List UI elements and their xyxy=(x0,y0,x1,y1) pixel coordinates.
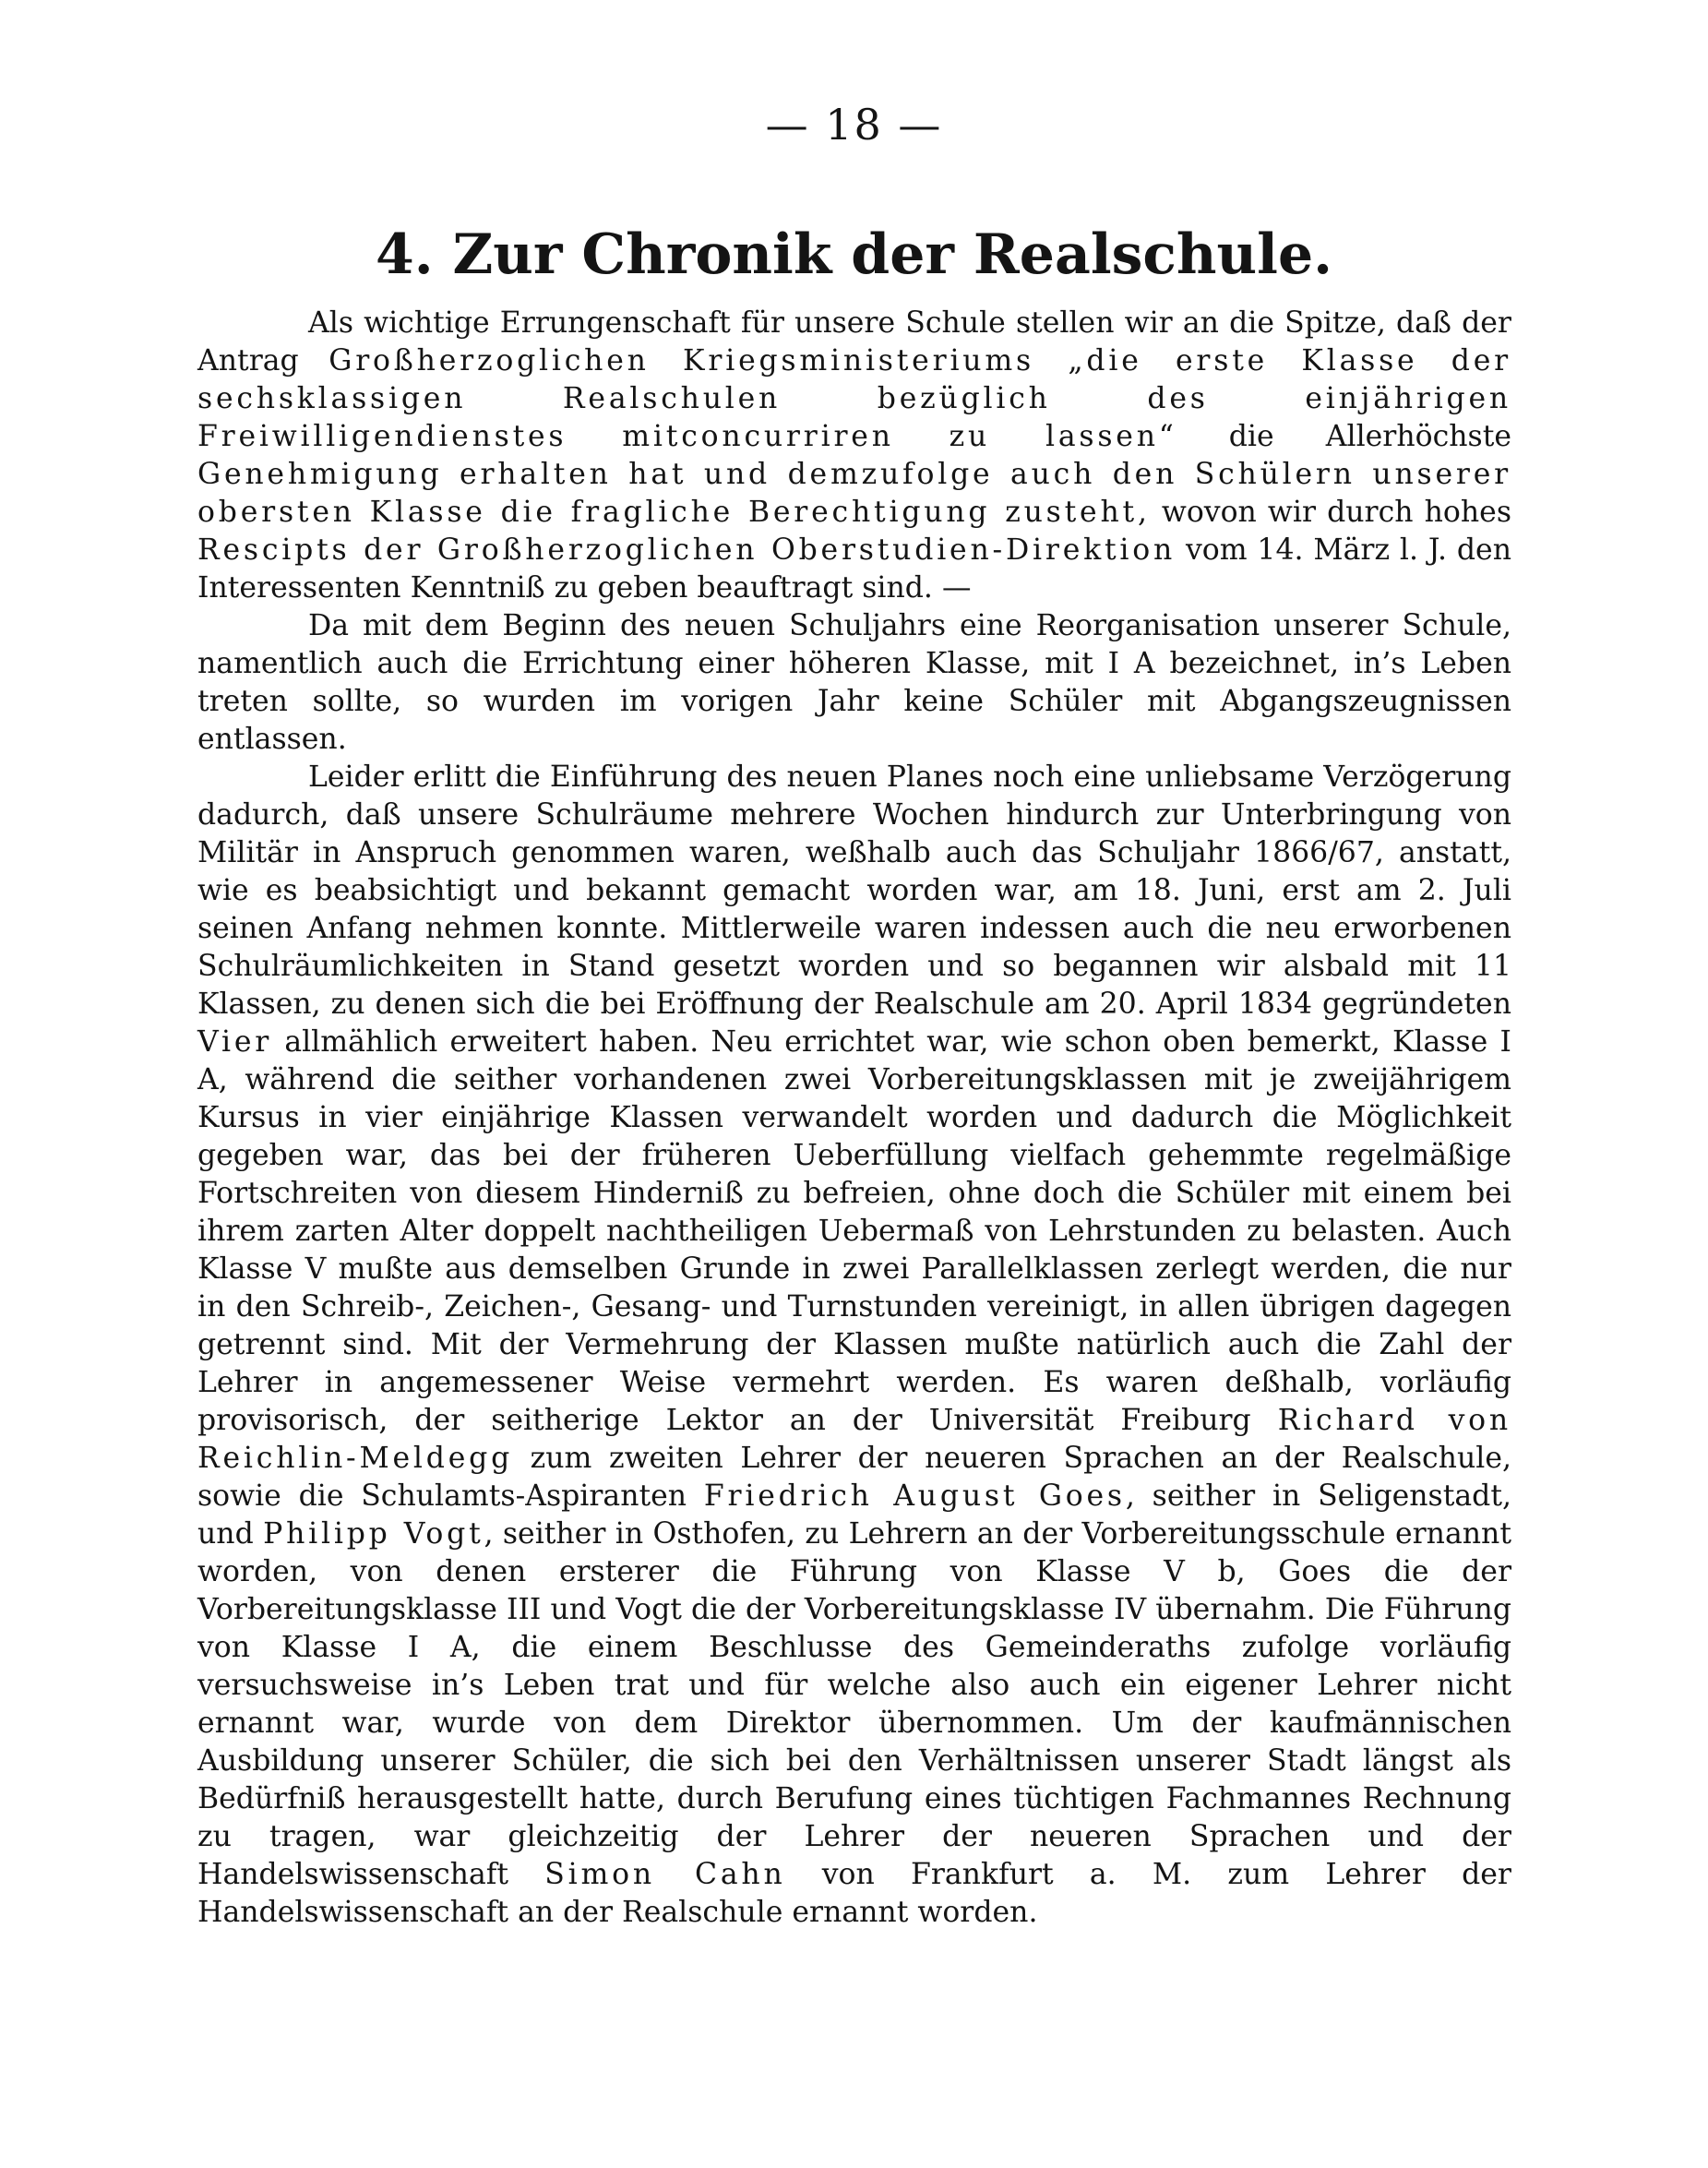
text-run: von Frankfurt a. M. zum Lehrer der Handelswissenschaft an der Realschule ernannt worden. xyxy=(197,1858,1511,1929)
section-title: 4. Zur Chronik der Realschule. xyxy=(375,222,1333,287)
paragraph xyxy=(197,305,1511,607)
text-run: , seither in Seligenstadt, und xyxy=(197,1479,1512,1551)
text-run: allmählich erweitert haben. Neu errichtet war, wie schon oben bemerkt, Klasse I A, während die seither vorhandenen zwei Vorbereitungsklassen mit je zweijährigem Kursus in vier einjährige Klassen verwandelt worden und dadurch die Möglichkeit gegeben war, das bei der früheren Ueberfüllung vielfach gehemmte regelmäßige Fortschreiten von diesem Hinderniß zu befreien, ohne doch die Schüler mit einem bei ihrem zarten Alter doppelt nachtheiligen Uebermaß von Lehrstunden zu belasten. Auch Klasse V mußte aus demselben Grunde in zwei Parallelklassen zerlegt werden, die nur in den Schreib-, Zeichen-, Gesang- und Turnstunden vereinigt, in allen übrigen dagegen getrennt sind. Mit der Vermehrung der Klassen mußte natürlich auch die Zahl der Lehrer in angemessener Weise vermehrt werden. Es waren deßhalb, vorläufig provisorisch, der seitherige Lektor an der Universität Freiburg xyxy=(197,1025,1511,1437)
emphasized-text: Vier xyxy=(197,1025,273,1059)
emphasized-text: Philipp Vogt xyxy=(263,1517,484,1551)
text-run: vom 14. März l. J. den Interessenten Kenntniß zu geben beauftragt sind. — xyxy=(197,533,1511,605)
text-run: Leider erlitt die Einführung des neuen Planes noch eine unliebsame Verzögerung dadurch, daß unsere Schulräume mehrere Wochen hindurch zur Unterbringung von Militär in Anspruch genommen waren, weßhalb auch das Schuljahr 1866/67, anstatt, wie es beabsichtigt und bekannt gemacht worden war, am 18. Juni, erst am 2. Juli seinen Anfang nehmen konnte. Mittlerweile waren indessen auch die neu erworbenen Schulräumlichkeiten in Stand gesetzt worden und so begannen wir alsbald mit 11 Klassen, zu denen sich die bei Eröffnung der Realschule am 20. April 1834 gegründeten xyxy=(197,761,1511,1021)
paragraph xyxy=(197,607,1511,759)
emphasized-text: Richard von Reichlin-Meldegg xyxy=(197,1404,1511,1475)
body-text xyxy=(197,305,1511,1932)
emphasized-text: Großherzoglichen Kriegsministeriums „die erste Klasse der sechsklassigen Realschulen bezüglich des einjährigen Freiwilligendienstes mitconcurriren zu lassen“ xyxy=(197,344,1512,453)
text-run: Da mit dem Beginn des neuen Schuljahrs eine Reorganisation unserer Schule, namentlich auch die Errichtung einer höheren Klasse, mit I A bezeichnet, in’s Leben treten sollte, so wurden im vorigen Jahr keine Schüler mit Abgangszeugnissen entlassen. xyxy=(197,609,1511,756)
emphasized-text: Friedrich August Goes xyxy=(703,1479,1126,1513)
paragraph xyxy=(197,759,1511,1932)
text-run: Als wichtige Errungenschaft für unsere Schule stellen wir an die Spitze, daß der Antrag xyxy=(197,306,1511,377)
emphasized-text: Simon Cahn xyxy=(544,1858,786,1891)
page-number: — 18 — xyxy=(765,100,943,150)
text-run: zum zweiten Lehrer der neueren Sprachen an der Realschule, sowie die Schulamts-Aspiranten xyxy=(197,1442,1511,1513)
text-run: , seither in Osthofen, zu Lehrern an der Vorbereitungsschule ernannt worden, von denen ersterer die Führung von Klasse V b, Goes die der Vorbereitungsklasse III und Vogt die der Vorbereitungsklasse IV übernahm. Die Führung von Klasse I A, die einem Beschlusse des Gemeinderaths zufolge vorläufig versuchsweise in’s Leben trat und für welche also auch ein eigener Lehrer nicht ernannt war, wurde von dem Direktor übernommen. Um der kaufmännischen Ausbildung unserer Schüler, die sich bei den Verhältnissen unserer Stadt längst als Bedürfniß herausgestellt hatte, durch Berufung eines tüchtigen Fachmannes Rechnung zu tragen, war gleichzeitig der Lehrer der neueren Sprachen und der Handelswissenschaft xyxy=(197,1517,1511,1891)
text-run: wovon wir durch hohes xyxy=(1150,496,1511,529)
emphasized-text: Genehmigung erhalten hat und demzufolge auch den Schülern unserer obersten Klasse die fragliche Berechtigung zusteht, xyxy=(197,458,1511,529)
emphasized-text: Rescipts der Großherzoglichen Oberstudien-Direktion xyxy=(197,533,1176,567)
text-run: die Allerhöchste xyxy=(1176,420,1511,453)
